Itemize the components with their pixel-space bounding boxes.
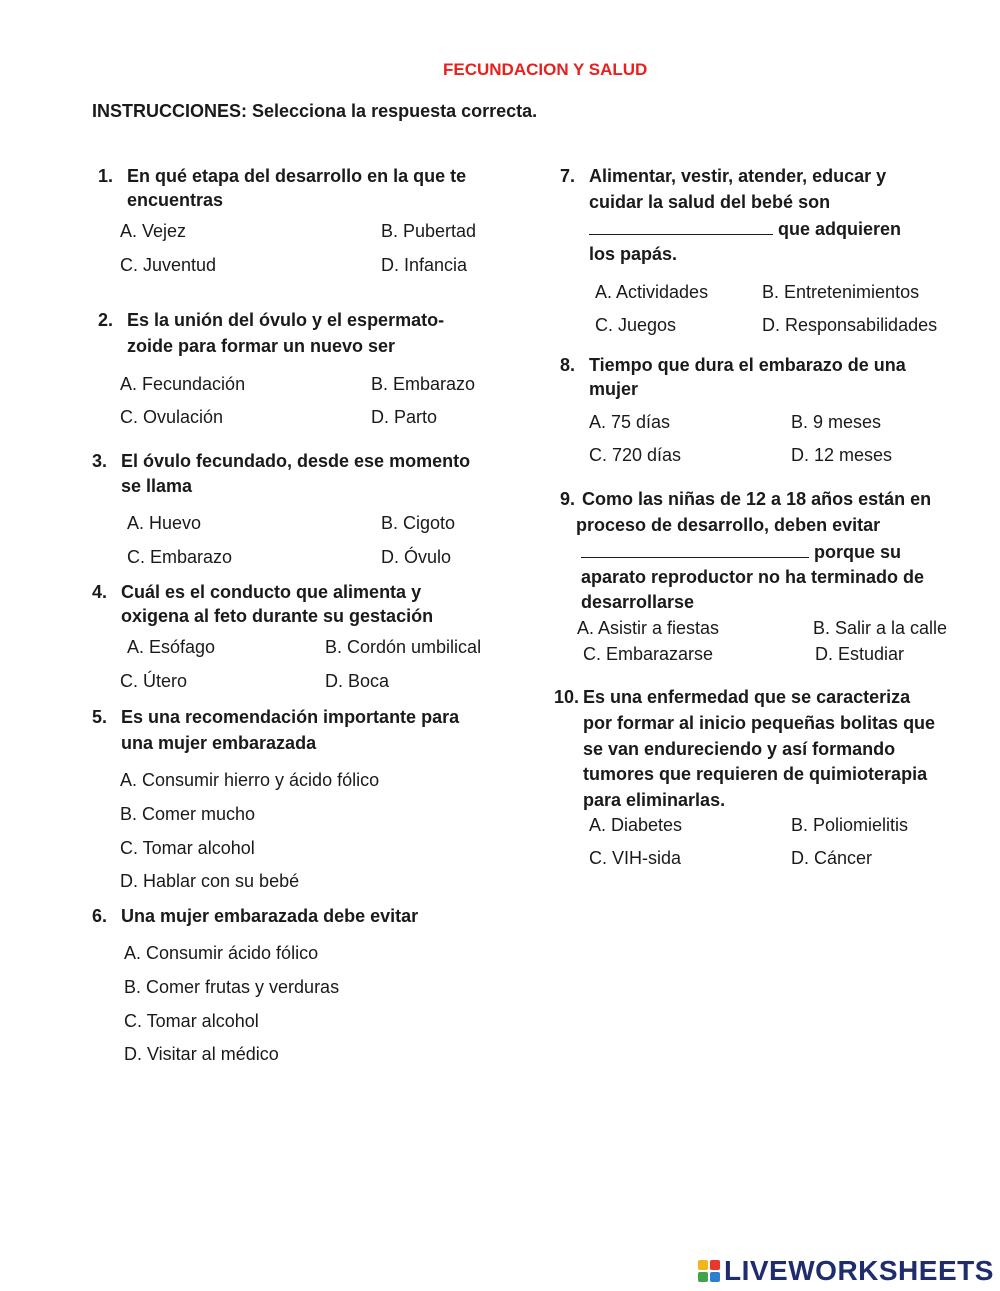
question-number: 3. [92, 451, 108, 471]
option-c[interactable]: C. VIH-sida [589, 848, 682, 868]
option-c[interactable]: C. Juegos [595, 315, 677, 335]
question-text: se llama [121, 476, 193, 496]
option-d[interactable]: D. Infancia [381, 255, 468, 275]
option-c[interactable]: C. 720 días [589, 445, 682, 465]
question-text: zoide para formar un nuevo ser [127, 336, 396, 356]
option-a[interactable]: A. Diabetes [589, 815, 683, 835]
question-number: 6. [92, 906, 108, 926]
question-text: cuidar la salud del bebé son [589, 192, 831, 212]
answer-blank[interactable] [589, 216, 773, 235]
answer-blank[interactable] [581, 539, 809, 558]
question-text: oxigena al feto durante su gestación [121, 606, 434, 626]
logo-text: LIVEWORKSHEETS [724, 1255, 994, 1286]
question-number: 9. [560, 489, 576, 509]
option-b[interactable]: B. Comer mucho [120, 804, 256, 824]
cube [710, 1260, 720, 1270]
question-text: los papás. [589, 244, 678, 264]
cube [710, 1272, 720, 1282]
question-text [589, 216, 901, 241]
question-number: 7. [560, 166, 576, 186]
page-title: FECUNDACION Y SALUD [443, 60, 648, 79]
option-d[interactable]: D. Cáncer [791, 848, 873, 868]
question-text: proceso de desarrollo, deben evitar [576, 515, 881, 535]
question-number: 10. [554, 687, 580, 707]
cube [698, 1272, 708, 1282]
question-text: Cuál es el conducto que alimenta y [121, 582, 422, 602]
question-number: 2. [98, 310, 114, 330]
option-b[interactable]: B. Salir a la calle [813, 618, 948, 638]
question-text: para eliminarlas. [583, 790, 726, 810]
option-d[interactable]: D. 12 meses [791, 445, 893, 465]
option-a[interactable]: A. Actividades [595, 282, 709, 302]
option-b[interactable]: B. Embarazo [371, 374, 476, 394]
question-text: Una mujer embarazada debe evitar [121, 906, 419, 926]
question-text: se van endureciendo y así formando [583, 739, 896, 759]
option-a[interactable]: A. Huevo [127, 513, 202, 533]
option-c[interactable]: C. Útero [120, 671, 188, 691]
option-a[interactable]: A. Asistir a fiestas [577, 618, 720, 638]
question-text: tumores que requieren de quimioterapia [583, 764, 928, 784]
question-number: 8. [560, 355, 576, 375]
option-d[interactable]: D. Responsabilidades [762, 315, 938, 335]
option-a[interactable]: A. Consumir ácido fólico [124, 943, 319, 963]
option-c[interactable]: C. Ovulación [120, 407, 224, 427]
question-text [581, 539, 901, 564]
question-text: Tiempo que dura el embarazo de una [589, 355, 906, 375]
instructions: INSTRUCCIONES: Selecciona la respuesta correcta. [92, 101, 538, 121]
option-b[interactable]: B. Poliomielitis [791, 815, 909, 835]
option-a[interactable]: A. Vejez [120, 221, 187, 241]
question-text: desarrollarse [581, 592, 695, 612]
option-b[interactable]: B. Comer frutas y verduras [124, 977, 340, 997]
question-text: Es la unión del óvulo y el espermato- [127, 310, 445, 330]
question-text: encuentras [127, 190, 224, 210]
option-c[interactable]: C. Juventud [120, 255, 217, 275]
option-c[interactable]: C. Tomar alcohol [124, 1011, 259, 1031]
question-number: 5. [92, 707, 108, 727]
option-b[interactable]: B. Cordón umbilical [325, 637, 482, 657]
option-b[interactable]: B. Entretenimientos [762, 282, 920, 302]
option-d[interactable]: D. Parto [371, 407, 438, 427]
option-a[interactable]: A. Esófago [127, 637, 216, 657]
option-a[interactable]: A. Consumir hierro y ácido fólico [120, 770, 380, 790]
question-text: En qué etapa del desarrollo en la que te [127, 166, 467, 186]
liveworksheets-cubes-icon [698, 1260, 720, 1282]
option-d[interactable]: D. Estudiar [815, 644, 905, 664]
option-d[interactable]: D. Boca [325, 671, 390, 691]
question-text: mujer [589, 379, 639, 399]
option-d[interactable]: D. Visitar al médico [124, 1044, 279, 1064]
question-number: 4. [92, 582, 108, 602]
option-a[interactable]: A. Fecundación [120, 374, 246, 394]
option-c[interactable]: C. Tomar alcohol [120, 838, 255, 858]
question-text: por formar al inicio pequeñas bolitas que [583, 713, 936, 733]
option-d[interactable]: D. Hablar con su bebé [120, 871, 300, 891]
question-text-fragment: porque su [814, 542, 902, 562]
question-text-fragment: que adquieren [778, 219, 902, 239]
question-text: Alimentar, vestir, atender, educar y [589, 166, 887, 186]
question-number: 1. [98, 166, 114, 186]
question-text: aparato reproductor no ha terminado de [581, 567, 925, 587]
option-b[interactable]: B. Pubertad [381, 221, 477, 241]
question-text: Es una enfermedad que se caracteriza [583, 687, 911, 707]
question-text: una mujer embarazada [121, 733, 317, 753]
question-text: El óvulo fecundado, desde ese momento [121, 451, 471, 471]
option-d[interactable]: D. Óvulo [381, 547, 452, 567]
cube [698, 1260, 708, 1270]
option-a[interactable]: A. 75 días [589, 412, 671, 432]
option-c[interactable]: C. Embarazarse [583, 644, 714, 664]
option-b[interactable]: B. 9 meses [791, 412, 882, 432]
question-text: Es una recomendación importante para [121, 707, 460, 727]
option-b[interactable]: B. Cigoto [381, 513, 456, 533]
liveworksheets-logo [698, 1255, 994, 1287]
question-text: Como las niñas de 12 a 18 años están en [582, 489, 932, 509]
option-c[interactable]: C. Embarazo [127, 547, 233, 567]
